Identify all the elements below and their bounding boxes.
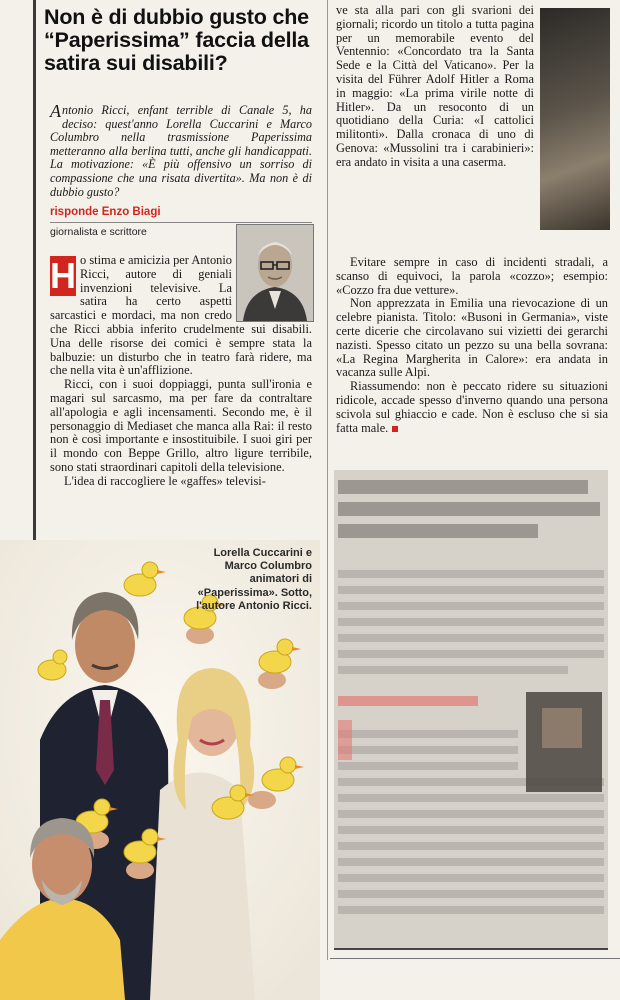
author-role: giornalista e scrittore	[50, 226, 147, 238]
pixelated-image-region	[334, 470, 608, 950]
article-body-right-lower	[336, 256, 608, 435]
end-mark	[392, 426, 398, 432]
lead-initial: A	[50, 101, 61, 121]
photo-caption: Lorella Cuccarini e Marco Columbro animatori di «Paperissima». Sotto, l'autore Antonio Ricci.	[196, 547, 312, 612]
lead-paragraph	[50, 101, 312, 199]
column-divider	[327, 0, 328, 960]
article-body-right-upper	[336, 4, 534, 170]
paragraph: H o stima e amicizia per Antonio Ricci, autore di geniali invenzioni televisive. La satira ha certo aspetti sarcastici e mordaci, ma non credo che Ricci abbia inferito crudelmente sui disabili. Una delle risorse dei comici è sempre stata la balbuzie: un disturbo che in teatro farà ridere, ma che nella vita è un'afflizione.	[50, 253, 312, 378]
bottom-divider	[330, 958, 620, 959]
author-portrait-photo	[236, 224, 314, 322]
byline: risponde Enzo Biagi	[50, 206, 161, 218]
left-column-rule	[33, 0, 36, 560]
paragraph: L'idea di raccogliere le «gaffes» televisi-	[64, 473, 266, 488]
lead-text: ntonio Ricci, enfant terrible di Canale 5, ha deciso: quest'anno Lorella Cuccarini e Marco Columbro nella trasmissione Paperissima metteranno alla berlina tutti, anche gli handicappati. La motivazione: «È più offensivo un sorriso di compassione che una risata divertita». Ma non è di dubbio gusto?	[50, 103, 312, 199]
paragraph: Riassumendo: non è peccato ridere su situazioni ridicole, accade spesso d'inverno quando una persona scivola sul ghiaccio e cade. Non è escluso che si sia fatta male.	[336, 379, 608, 435]
paragraph: ve sta alla pari con gli svarioni dei giornali; ricordo un titolo a tutta pagina per un memorabile evento del Ventennio: «Concordato tra la Santa Sede e la Città del Vaticano». Per la visita del Führer Adolf Hitler a Roma in maggio: «La prima virile notte di Hitler». Da un resoconto di un quotidiano della Curia: «I cattolici militonti». Dalla cronaca di uno di Genova: «Mussolini tra i carabinieri»: era andato in visita a una caserma.	[336, 3, 534, 169]
paragraph: Ricci, con i suoi doppiaggi, punta sull'ironia e magari sul sarcasmo, ma per fare da contraltare all'apologia e agli incensamenti. Secondo me, è il personaggio di Mediaset che manca alla Rai: il resto non è così importante e insostituibile. I suoi giri per il mondo con Beppe Grillo, altro ligure terribile, sono stati straordinari capitoli della televisione.	[50, 377, 312, 474]
paragraph: Evitare sempre in caso di incidenti stradali, a scanso di equivoci, la parola «cozzo»; esempio: «Cozzo fra due vetture».	[336, 255, 608, 297]
side-photo	[540, 8, 610, 230]
drop-cap: H	[50, 255, 76, 296]
headline: Non è di dubbio gusto che “Paperissima” faccia della satira sui disabili?	[44, 5, 309, 75]
paragraph: Non apprezzata in Emilia una rievocazione di un celebre pianista. Titolo: «Busoni in Germania», viste certe dicerie che circolavano sui vizietti dei gerarchi nazisti. Spesso citato un pezzo su una bella sovrana: «La Regina Margherita in Calore»: era andata in vacanza sulle Alpi.	[336, 296, 608, 380]
byline-divider	[50, 222, 312, 223]
